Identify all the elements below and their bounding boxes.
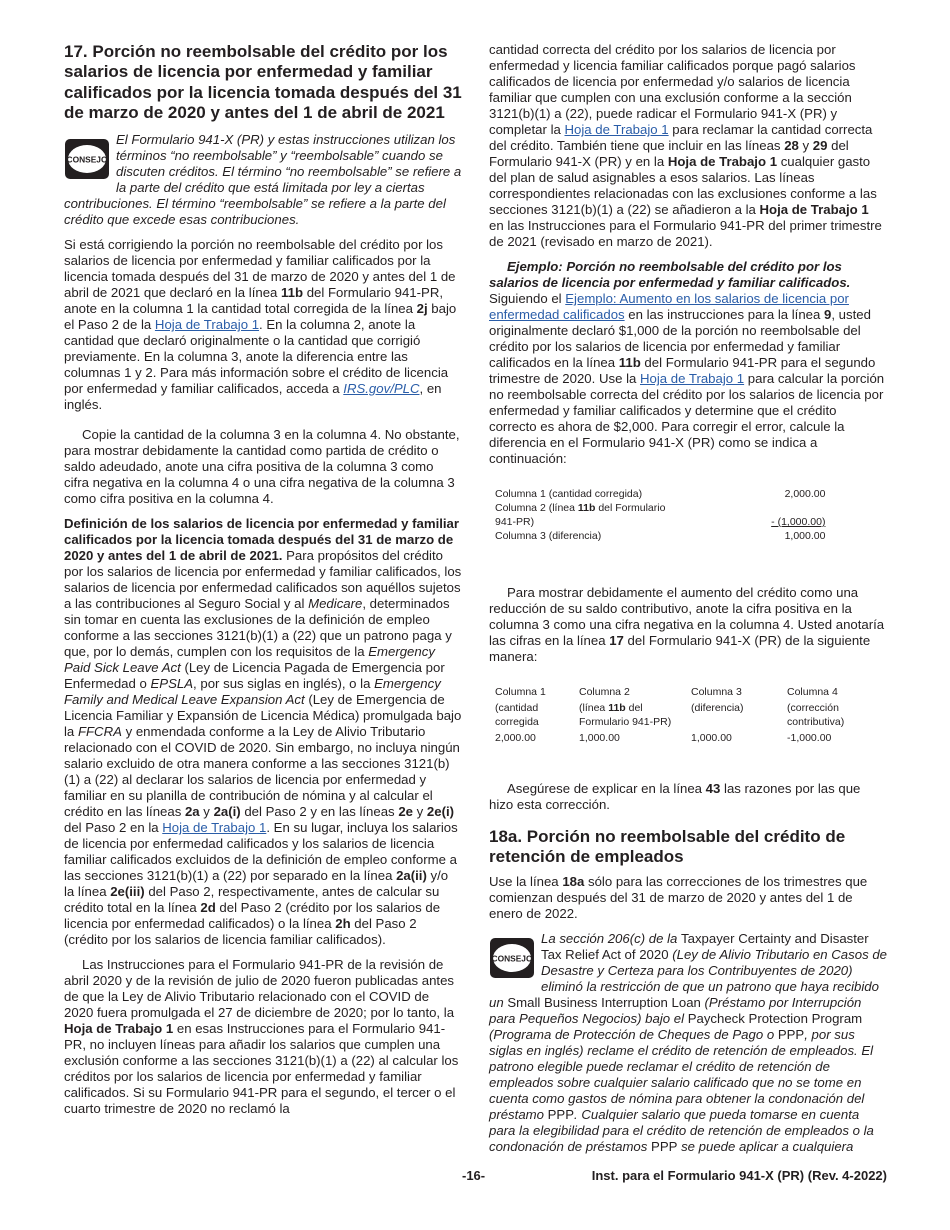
tip-text: La sección 206(c) de la Taxpayer Certainty and Disaster Tax Relief Act of 2020 (Ley de Alivio Tributario en Casos de Desastre y Certeza para los Contribuyentes de 2020) eliminó la restricción de que un patrono que haya recibido un Small Business Interruption Loan (Préstamo por Interrupción para Pequeños Negocios) bajo el Paycheck Protection Program (Programa de Protección de Cheques de Pago o PPP, por sus siglas en inglés) reclame el crédito de retención de empleados. El patrono elegible puede reclamar el crédito de retención de empleados sobre cualquier salario calificado que no se tome en cuenta como gastos de nómina para obtener la condonación del préstamo PPP. Cualquier salario que pueda tomarse en cuenta para la elegibilidad para el crédito de retención de empleados o la condonación de préstamos PPP se puede aplicar a cualquiera bbox=[489, 930, 887, 1154]
paragraph-continued: cantidad correcta del crédito por los salarios de licencia por enfermedad y licencia familiar calificados porque pagó salarios calificados de licencia por enfermedad y/o salarios de licencia familiar que cumplen con una exclusión conforme a la sección 3121(b)(1) a (22), puede radicar el Formulario 941-X (PR) y completar la Hoja de Trabajo 1 para reclamar la cantidad correcta del crédito. También tiene que incluir en las líneas 28 y 29 del Formulario 941-X (PR) y en la Hoja de Trabajo 1 cualquier gasto del plan de salud asignables a esos salarios. Las líneas correspondientes relacionadas con las exclusiones conforme a las secciones 3121(b)(1) a (22) se añadieron a la Hoja de Trabajo 1 en las Instrucciones para el Formulario 941-PR del primer trimestre de 2021 (revisado en marzo de 2021). bbox=[489, 42, 882, 249]
consejo-label: CONSEJO bbox=[66, 154, 108, 165]
paragraph-explain: Asegúrese de explicar en la línea 43 las razones por las que hizo esta corrección. bbox=[489, 781, 861, 812]
link-irs-plc[interactable]: IRS.gov/PLC bbox=[343, 381, 420, 397]
left-column bbox=[64, 42, 462, 1126]
section-17-title: 17. Porción no reembolsable del crédito por los salarios de licencia por enfermedad y familiar calificados por la licencia tomada después del 31 de marzo de 2020 y antes del 1 de abril de 2021 bbox=[64, 42, 462, 122]
table-row: 2,000.00 1,000.00 1,000.00 -1,000.00 bbox=[495, 732, 832, 744]
difference-table bbox=[495, 487, 825, 543]
paragraph-show-increase: Para mostrar debidamente el aumento del crédito como una reducción de su saldo contributivo, anote la cifra positiva en la columna 3 como una cifra negativa en la columna 4. Usted anotaría las cifras en la línea 17 del Formulario 941-X (PR) de la siguiente manera: bbox=[489, 585, 885, 664]
right-column bbox=[489, 42, 887, 1164]
link-hoja-de-trabajo-1[interactable]: Hoja de Trabajo 1 bbox=[564, 122, 669, 137]
consejo-icon bbox=[489, 937, 535, 979]
paragraph-instructions-revision: Las Instrucciones para el Formulario 941-PR de la revisión de abril 2020 y de la revisión de julio de 2020 fueron publicadas antes de que la Ley de Alivio Tributario relacionado con el COVID de 2020 fuera promulgada el 27 de diciembre de 2020; por lo tanto, la Hoja de Trabajo 1 en esas Instrucciones para el Formulario 941-PR, no incluyen líneas para añadir los salarios que cumplen una exclusión conforme a las secciones 3121(b)(1) a (22) al calcular los créditos por los salarios de licencia por enfermedad y familiar calificados. Si su Formulario 941-PR para el segundo, el tercer o el cuarto trimestre de 2020 no reclamó la bbox=[64, 957, 459, 1117]
link-hoja-de-trabajo-1[interactable]: Hoja de Trabajo 1 bbox=[640, 371, 745, 386]
table-row: Columna 3 (diferencia) 1,000.00 bbox=[495, 530, 826, 542]
tip-text: El Formulario 941-X (PR) y estas instrucciones utilizan los términos “no reembolsable” y “reembolsable” cuando se discuten créditos. El término “no reembolsable” se refiere a la parte del crédito que está limitada por ley a ciertas contribuciones. El término “reembolsable” se refiere a la parte del crédito que excede esas contribuciones. bbox=[64, 132, 462, 228]
consejo-icon bbox=[64, 138, 110, 180]
table-row: Columna 1 (cantidad corregida) 2,000.00 bbox=[495, 488, 826, 500]
table-row: Columna 2 (línea 11b del Formulario 941-PR) - (1,000.00) bbox=[495, 502, 826, 528]
link-ejemplo-aumento[interactable]: Ejemplo: Aumento en los salarios de licencia por enfermedad calificados bbox=[489, 291, 849, 322]
link-hoja-de-trabajo-1[interactable]: Hoja de Trabajo 1 bbox=[162, 820, 267, 836]
tip-box bbox=[489, 931, 887, 1155]
tip-box bbox=[64, 132, 462, 228]
paragraph-copy-column: Copie la cantidad de la columna 3 en la columna 4. No obstante, para mostrar debidamente la cantidad como partida de crédito o saldo adeudado, anote una cifra positiva de la columna 3 como cifra negativa en la columna 4 o una cifra negativa de la columna 3 como cifra positiva en la columna 4. bbox=[64, 427, 460, 507]
paragraph-example: Ejemplo: Porción no reembolsable del crédito por los salarios de licencia por enfermedad y familiar calificados. Siguiendo el Ejemplo: Aumento en los salarios de licencia por enfermedad calificados en las instrucciones para la línea 9, usted originalmente declaró $1,000 de la porción no reembolsable del crédito por los salarios de licencia por enfermedad y familiar calificados en la línea 11b del Formulario 941-PR para el segundo trimestre de 2020. Use la Hoja de Trabajo 1 para calcular la porción no reembolsable correcta del crédito por los salarios de licencia por enfermedad y familiar calificados y determine que el crédito correcto es ahora de $2,000. Para corregir el error, calcule la diferencia en el Formulario 941-X (PR) como se indica a continuación: bbox=[489, 259, 885, 466]
link-hoja-de-trabajo-1[interactable]: Hoja de Trabajo 1 bbox=[154, 317, 260, 333]
paragraph-correcting: Si está corrigiendo la porción no reembolsable del crédito por los salarios de licencia por enfermedad y familiar calificados por la licencia tomada después del 31 de marzo de 2020 y antes del 1 de abril de 2021 que declaró en la línea 11b del Formulario 941-PR, anote en la columna 1 la cantidad total corregida de la línea 2j bajo el Paso 2 de la Hoja de Trabajo 1. En la columna 2, anote la cantidad que declaró originalmente o la cantidad que corrigió previamente. En la columna 3, anote la diferencia entre las columnas 1 y 2. Para más información sobre el crédito de licencia por enfermedad y familiar calificados, acceda a IRS.gov/PLC, en inglés. bbox=[64, 237, 457, 413]
footer-form-title: Inst. para el Formulario 941-X (PR) (Rev. 4-2022) bbox=[591, 1168, 887, 1183]
table-row: (cantidad corregida (línea 11b del Formulario 941-PR) (diferencia) (corrección contributiva) bbox=[495, 702, 845, 728]
consejo-label: CONSEJO bbox=[491, 953, 533, 964]
paragraph-definition: Definición de los salarios de licencia por enfermedad y familiar calificados por la licencia tomada después del 31 de marzo de 2020 y antes del 1 de abril de 2021. Para propósitos del crédito por los salarios de licencia por enfermedad y familiar calificados, los salarios de licencia por enfermedad calificados son aquéllos sujetos a las contribuciones al Seguro Social y al Medicare, determinados sin tomar en cuenta las exclusiones de la definición de empleo conforme a las secciones 3121(b)(1) a (22) que un patrono paga y que, por lo demás, cumplen con los requisitos de la Emergency Paid Sick Leave Act (Ley de Licencia Pagada de Emergencia por Enfermedad o EPSLA, por sus siglas en inglés), o la Emergency Family and Medical Leave Expansion Act (Ley de Emergencia de Licencia Familiar y Expansión de Licencia Médica) promulgada bajo la FFCRA y enmendada conforme a la Ley de Alivio Tributario relacionado con el COVID de 2020. Sin embargo, no incluya ningún salario excluido de otra manera conforme a las secciones 3121(b)(1) a (22) al declarar los salarios de licencia por enfermedad y familiar en su planilla de contribución de nómina y al calcular el crédito en las líneas 2a y 2a(i) del Paso 2 y en las líneas 2e y 2e(i) del Paso 2 en la Hoja de Trabajo 1. En su lugar, incluya los salarios de licencia por enfermedad calificados y los salarios de licencia familiar calificados excluidos de la definición de empleo conforme a las secciones 3121(b)(1) a (22) por separado en la línea 2a(ii) y/o la línea 2e(iii) del Paso 2, respectivamente, antes de calcular su crédito total en la línea 2d del Paso 2 (crédito por los salarios de licencia por enfermedad calificados) o la línea 2h del Paso 2 (crédito por los salarios de licencia familiar calificados). bbox=[64, 516, 462, 948]
section-18a-title: 18a. Porción no reembolsable del crédito de retención de empleados bbox=[489, 827, 846, 867]
columns-table bbox=[495, 685, 883, 747]
paragraph-use-line-18a: Use la línea 18a sólo para las correcciones de los trimestres que comienzan después del 31 de marzo de 2020 y antes del 1 de enero de 2022. bbox=[489, 873, 868, 921]
page-number: -16- bbox=[462, 1168, 486, 1183]
table-row: Columna 1 Columna 2 Columna 3 Columna 4 bbox=[495, 686, 838, 698]
